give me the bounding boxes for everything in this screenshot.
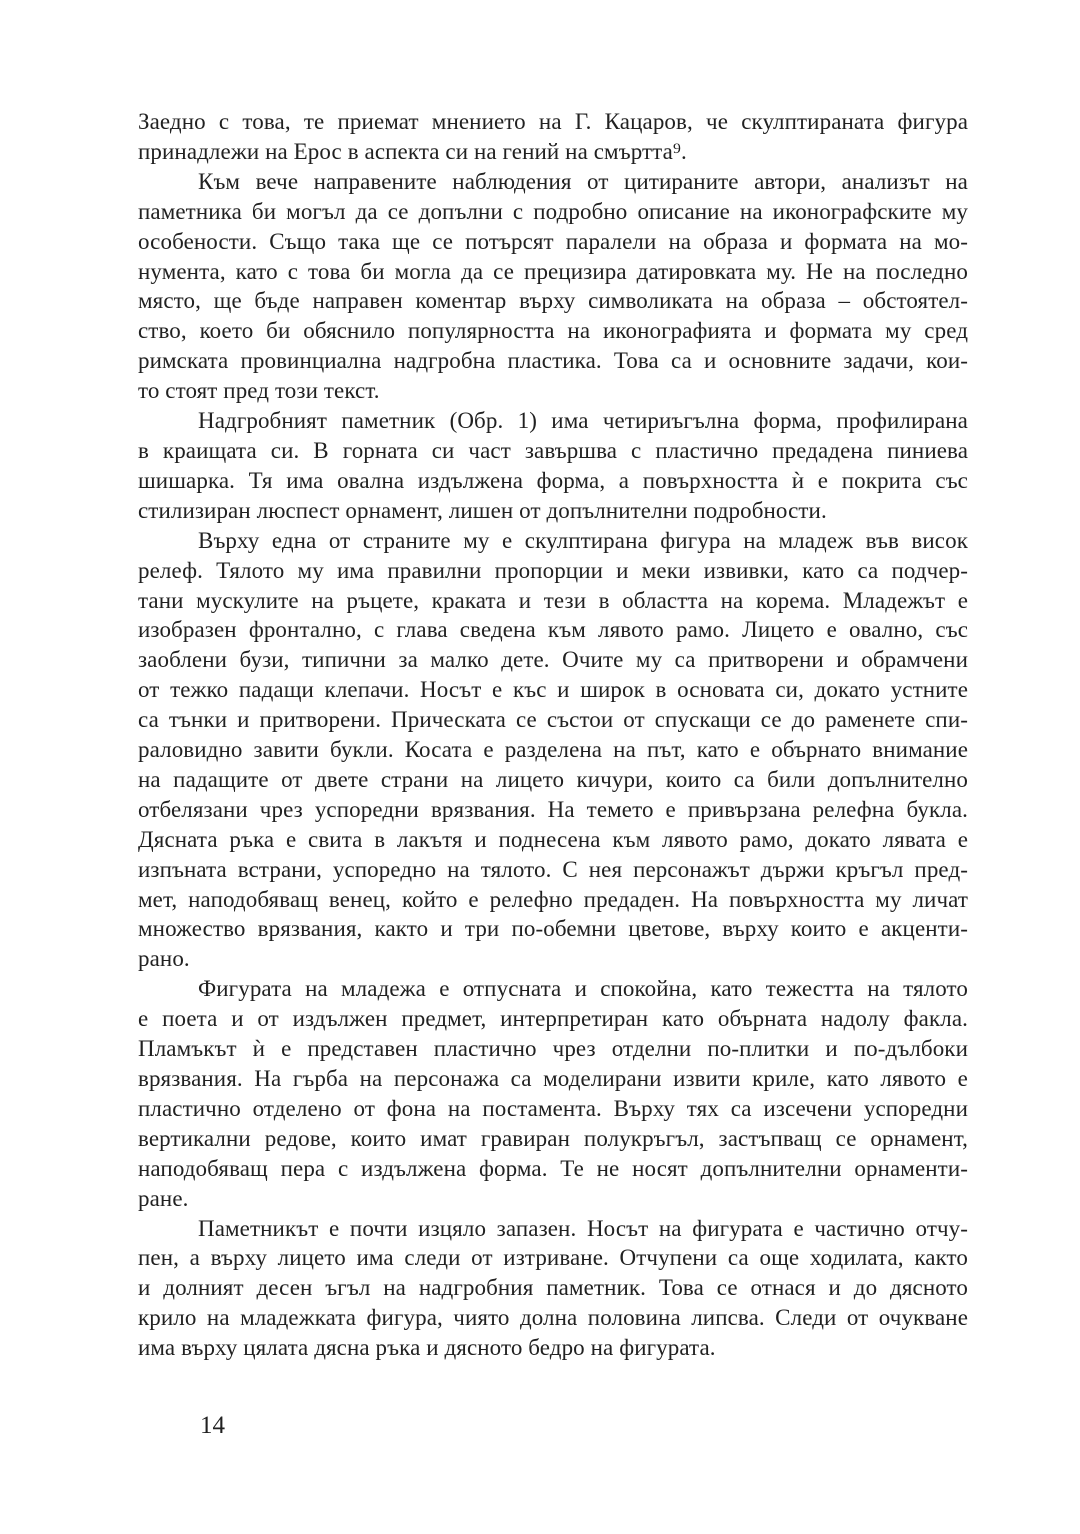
text-line: то стоят пред този текст. [138,378,380,404]
text-line: стилизиран люспест орнамент, лишен от допълнителни подробности. [138,497,827,523]
text-line: пен, а върху лицето има следи от изтриване. Отчупени са още ходилата, както [138,1245,968,1271]
text-line: Върху една от страните му е скулптирана фигура на младеж във висок [198,527,968,553]
text-line: са тънки и притворени. Прическата се състои от спускащи се до раменете спи- [138,707,968,733]
text-line: в краищата си. В горната си част завършва с пластично предадена пиниева [138,437,968,463]
text-line: изобразен фронтално, с глава сведена към лявото рамо. Лицето е овално, със [138,617,968,643]
paragraph [138,406,968,526]
paragraph [138,526,968,975]
paragraph [138,167,968,406]
text-line: шишарка. Тя има овална издължена форма, а повърхността ѝ е покрита със [138,467,968,493]
text-line: заоблени бузи, типични за малко дете. Очите му са притворени и обрамчени [138,647,968,673]
text-line: крило на младежката фигура, чиято долна половина липсва. Следи от очукване [138,1305,968,1331]
text-line: на падащите от двете страни на лицето кичури, които са били допълнително [138,766,968,792]
text-line: Пламъкът ѝ е представен пластично чрез отделни по-плитки и по-дълбоки [138,1036,968,1062]
text-line: ране. [138,1185,189,1211]
text-line: Фигурата на младежа е отпусната и спокойна, като тежестта на тялото [198,976,968,1002]
text-line: от тежко падащи клепачи. Носът е къс и широк в основата си, докато устните [138,677,968,703]
text-line: ство, което би обяснило популярността на иконографията и формата му сред [138,318,968,344]
text-line: отбелязани чрез успоредни врязвания. На темето е привързана релефна букла. [138,796,968,822]
text-line: Надгробният паметник (Обр. 1) има четириъгълна форма, профилирана [198,408,968,434]
text-line: Към вече направените наблюдения от цитираните автори, анализът на [198,168,968,194]
text-line: релеф. Тялото му има правилни пропорции и меки извивки, като са подчер- [138,557,968,583]
text-line: мет, наподобяващ венец, който е релефно предаден. На повърхността му личат [138,886,968,912]
paragraph [138,1214,968,1364]
text-line: място, ще бъде направен коментар върху символиката на образа – обстоятел- [138,288,968,314]
text-line: паметника би могъл да се допълни с подробно описание на иконографските му [138,198,968,224]
text-line: наподобяващ пера с издължена форма. Те не носят допълнителни орнаменти- [138,1155,968,1181]
text-line: тани мускулите на ръцете, краката и тези в областта на корема. Младежът е [138,587,968,613]
text-line: вертикални редове, които имат гравиран полукръгъл, застъпващ се орнамент, [138,1125,968,1151]
paragraph [138,107,968,167]
text-line: и долният десен ъгъл на надгробния паметник. Това се отнася и до дясното [138,1275,968,1301]
text-line: множество врязвания, както и три по-обемни цветове, върху които е акценти- [138,916,968,942]
text-line: има върху цялата дясна ръка и дясното бедро на фигурата. [138,1335,716,1361]
text-line: римската провинциална надгробна пластика. Това са и основните задачи, кои- [138,348,968,374]
text-line: Дясната ръка е свита в лакътя и поднесена към лявото рамо, докато лявата е [138,826,968,852]
page-number: 14 [200,1412,225,1439]
text-line: е поета и от издължен предмет, интерпретиран като обърната надолу факла. [138,1006,968,1032]
text-line: пластично отделено от фона на постамента. Върху тях са изсечени успоредни [138,1095,968,1121]
text-line: особености. Също така ще се потърсят паралели на образа и формата на мо- [138,228,968,254]
text-line: нумента, като с това би могла да се прецизира датировката му. Не на последно [138,258,968,284]
text-line: врязвания. На гърба на персонажа са моделирани извити криле, като лявото е [138,1066,968,1091]
text-line: Заедно с това, те приемат мнението на Г. Кацаров, че скулптираната фигура [138,109,968,134]
text-line: рано. [138,946,190,972]
text-block [138,107,968,1363]
text-line: принадлежи на Ерос в аспекта си на гений на смъртта⁹. [138,138,687,164]
text-line: раловидно завити букли. Косата е разделена на път, като е обърнато внимание [138,737,968,763]
paragraph [138,974,968,1213]
text-line: Паметникът е почти изцяло запазен. Носът на фигурата е частично отчу- [198,1215,968,1241]
text-line: изпъната встрани, успоредно на тялото. С нея персонажът държи кръгъл пред- [138,856,968,882]
